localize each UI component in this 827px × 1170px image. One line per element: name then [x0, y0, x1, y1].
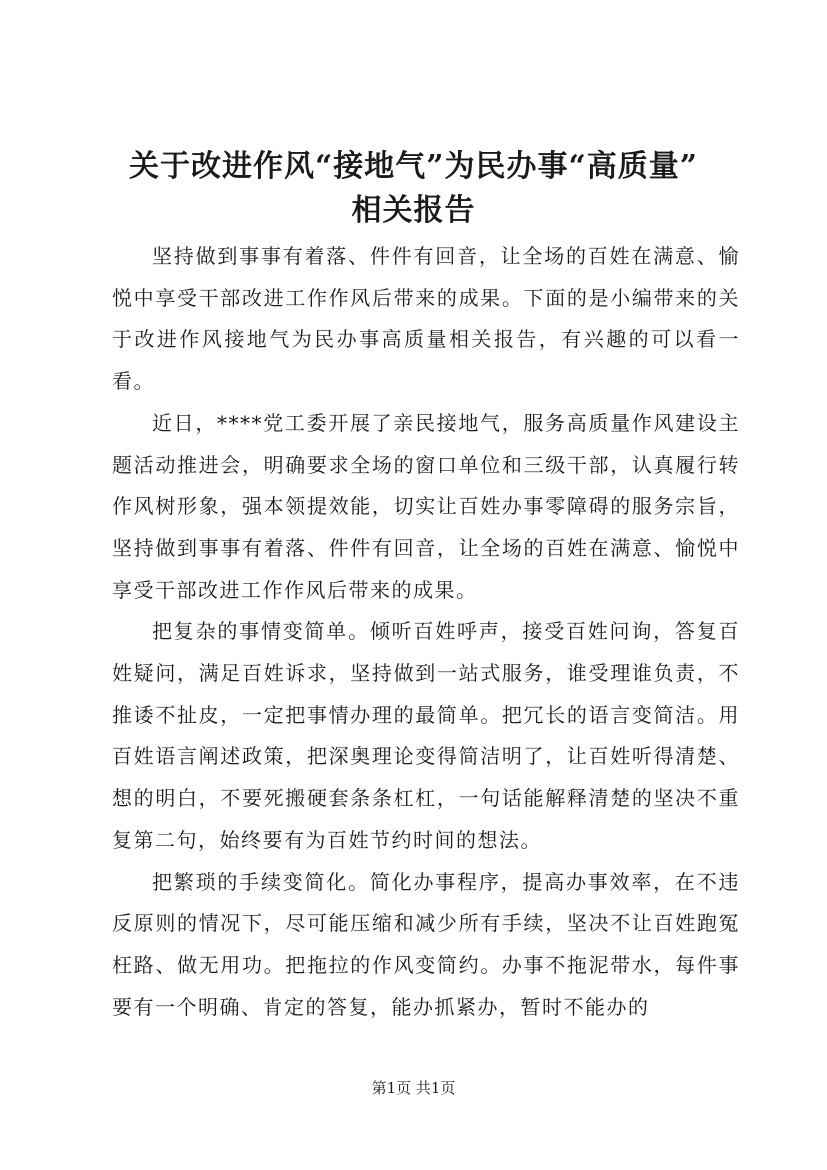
title-line-2: 相关报告 — [351, 193, 476, 228]
document-title — [100, 145, 727, 233]
page-number-label: 第1页 共1页 — [371, 1079, 456, 1097]
paragraph-3: 把复杂的事情变简单。倾听百姓呼声，接受百姓问询，答复百姓疑问，满足百姓诉求，坚持做到一站式服务，谁受理谁负责，不推诿不扯皮，一定把事情办理的最简单。把冗长的语言变简洁。用百姓语言阐述政策，把深奥理论变得简洁明了，让百姓听得清楚、想的明白，不要死搬硬套条条杠杠，一句话能解释清楚的坚决不重复第二句，始终要有为百姓节约时间的想法。 — [112, 619, 740, 852]
page-footer — [0, 1078, 827, 1098]
paragraph-2: 近日，****党工委开展了亲民接地气，服务高质量作风建设主题活动推进会，明确要求全场的窗口单位和三级干部，认真履行转作风树形象，强本领提效能，切实让百姓办事零障碍的服务宗旨，坚持做到事事有着落、件件有回音，让全场的百姓在满意、愉悦中享受干部改进工作作风后带来的成果。 — [112, 410, 740, 602]
paragraph-4: 把繁琐的手续变简化。简化办事程序，提高办事效率，在不违反原则的情况下，尽可能压缩和减少所有手续，坚决不让百姓跑冤枉路、做无用功。把拖拉的作风变简约。办事不拖泥带水，每件事要有一个明确、肯定的答复，能办抓紧办，暂时不能办的 — [112, 869, 740, 1019]
document-body — [112, 236, 740, 1028]
title-line-1: 关于改进作风“接地气”为民办事“高质量” — [128, 149, 699, 184]
paragraph-1: 坚持做到事事有着落、件件有回音，让全场的百姓在满意、愉悦中享受干部改进工作作风后带来的成果。下面的是小编带来的关于改进作风接地气为民办事高质量相关报告，有兴趣的可以看一看。 — [112, 244, 740, 394]
